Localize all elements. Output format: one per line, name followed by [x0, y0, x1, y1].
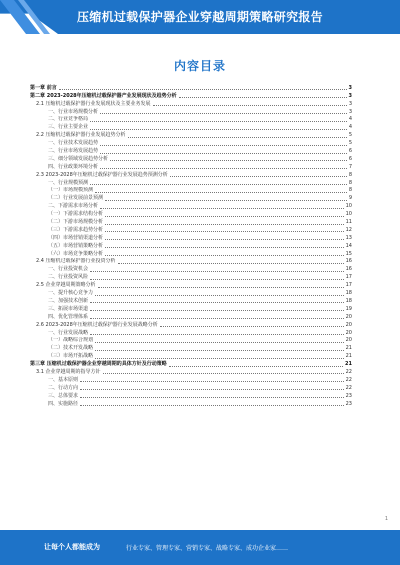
toc-leader-dots — [128, 136, 347, 138]
toc-leader-dots — [170, 175, 347, 177]
toc-leader-dots — [105, 246, 344, 248]
toc-leader-dots — [90, 317, 344, 319]
toc-entry-page: 22 — [345, 368, 352, 375]
toc-entry-page: 10 — [345, 203, 352, 210]
toc-leader-dots — [95, 341, 344, 343]
toc-entry[interactable] — [30, 305, 352, 313]
toc-entry-page: 8 — [348, 187, 352, 194]
toc-leader-dots — [90, 278, 344, 280]
toc-entry-label: 一、行业投资机会 — [48, 266, 89, 273]
toc-entry-label: （六）市场竞争策略分析 — [48, 250, 104, 257]
toc-entry[interactable] — [30, 281, 352, 289]
toc-entry-page: 3 — [348, 92, 352, 99]
toc-entry-page: 9 — [348, 195, 352, 202]
toc-entry-label: 一、行业发展战略 — [48, 329, 89, 336]
toc-leader-dots — [100, 152, 347, 154]
toc-entry-page: 20 — [345, 329, 352, 336]
toc-entry[interactable] — [30, 265, 352, 273]
toc-leader-dots — [90, 120, 347, 122]
toc-entry[interactable] — [30, 392, 352, 400]
toc-entry[interactable] — [30, 360, 352, 368]
toc-entry-page: 11 — [345, 219, 352, 226]
toc-leader-dots — [105, 199, 347, 201]
toc-entry-page: 4 — [348, 116, 352, 123]
toc-entry-page: 16 — [345, 258, 352, 265]
toc-entry-page: 20 — [345, 313, 352, 320]
toc-entry[interactable] — [30, 210, 352, 218]
toc-entry-page: 3 — [348, 100, 352, 107]
toc-leader-dots — [105, 254, 344, 256]
toc-leader-dots — [105, 215, 344, 217]
toc-entry-page: 17 — [345, 282, 352, 289]
toc-entry-page: 21 — [345, 345, 352, 352]
toc-entry[interactable] — [30, 108, 352, 116]
toc-leader-dots — [100, 167, 347, 169]
toc-entry[interactable] — [30, 242, 352, 250]
toc-leader-dots — [179, 96, 347, 98]
table-of-contents — [30, 84, 352, 408]
toc-leader-dots — [103, 372, 344, 374]
toc-entry[interactable] — [30, 218, 352, 226]
toc-leader-dots — [90, 333, 344, 335]
toc-entry-label: 2.3 2023-2028年压缩机过载保护器行业发展趋势预测分析 — [36, 171, 168, 178]
toc-entry-page: 14 — [345, 242, 352, 249]
toc-leader-dots — [80, 380, 344, 382]
toc-entry-page: 5 — [348, 132, 352, 139]
page-number: 1 — [384, 516, 388, 522]
toc-entry[interactable] — [30, 384, 352, 392]
toc-entry-page: 20 — [345, 337, 352, 344]
toc-entry-label: 2.2 压缩机过载保护器行业发展趋势分析 — [36, 132, 126, 139]
toc-leader-dots — [95, 191, 347, 193]
toc-leader-dots — [90, 309, 344, 311]
toc-entry[interactable] — [30, 179, 352, 187]
toc-entry-label: （一）下游需求结构分析 — [48, 211, 104, 218]
toc-entry-page: 16 — [345, 266, 352, 273]
toc-entry[interactable] — [30, 400, 352, 408]
toc-entry-page: 18 — [345, 290, 352, 297]
toc-leader-dots — [105, 238, 344, 240]
toc-entry[interactable] — [30, 329, 352, 337]
toc-leader-dots — [90, 270, 344, 272]
toc-entry-page: 23 — [345, 400, 352, 407]
toc-leader-dots — [80, 388, 344, 390]
toc-entry-label: 四、实施路径 — [48, 400, 79, 407]
toc-entry[interactable] — [30, 155, 352, 163]
toc-entry-label: （三）市场开拓战略 — [48, 353, 94, 360]
toc-entry[interactable] — [30, 171, 352, 179]
toc-entry-label: 三、行业主要企业 — [48, 124, 89, 131]
toc-leader-dots — [100, 144, 347, 146]
toc-entry-label: 2.6 2023-2028年压缩机过载保护器行业发展战略分析 — [36, 321, 158, 328]
toc-entry-label: 第二章 2023-2028年压缩机过载保护器产业发展现状及趋势分析 — [30, 92, 177, 99]
toc-entry[interactable] — [30, 297, 352, 305]
toc-entry-page: 6 — [348, 155, 352, 162]
toc-entry-page: 5 — [348, 140, 352, 147]
toc-leader-dots — [98, 286, 344, 288]
toc-entry[interactable] — [30, 337, 352, 345]
toc-entry-label: 一、行业规模预测 — [48, 179, 89, 186]
toc-entry-page: 15 — [345, 250, 352, 257]
toc-entry-label: 2.1 压缩机过载保护器行业发展现状及主要业务发展 — [36, 100, 151, 107]
toc-entry[interactable] — [30, 163, 352, 171]
toc-leader-dots — [110, 159, 347, 161]
toc-entry-label: 三、细分领域发展趋势分析 — [48, 155, 109, 162]
toc-entry-label: 四、行业政策环境分析 — [48, 163, 99, 170]
footer-subtext: 行业专家、管理专家、营销专家、战略专家、成功企业家…… — [126, 545, 289, 552]
toc-entry-page: 21 — [345, 353, 352, 360]
toc-leader-dots — [95, 349, 344, 351]
toc-entry[interactable] — [30, 194, 352, 202]
footer-slogan: 让每个人都能成为 — [44, 543, 100, 551]
toc-entry-label: 三、拓展市场渠道 — [48, 305, 89, 312]
toc-entry-label: 二、下游需求市场分析 — [48, 203, 99, 210]
toc-entry-label: 二、行动方向 — [48, 384, 79, 391]
toc-leader-dots — [105, 223, 344, 225]
toc-entry-page: 22 — [345, 376, 352, 383]
toc-leader-dots — [95, 294, 344, 296]
toc-entry-label: （二）行业发展前景预测 — [48, 195, 104, 202]
toc-entry-label: （四）市场营销渠道分析 — [48, 234, 104, 241]
toc-entry-label: （二）技术开发战略 — [48, 345, 94, 352]
toc-leader-dots — [105, 230, 344, 232]
toc-entry-label: 第三章 压缩机过载保护器企业穿越周期的具体方针及行动策略 — [30, 361, 167, 368]
toc-entry-label: （一）战略综合规划 — [48, 337, 94, 344]
toc-entry-label: 二、加强技术创新 — [48, 297, 89, 304]
toc-entry[interactable] — [30, 313, 352, 321]
toc-leader-dots — [90, 183, 347, 185]
footer-bar — [0, 530, 400, 565]
toc-entry-page: 7 — [348, 163, 352, 170]
toc-entry-label: 三、总体要求 — [48, 392, 79, 399]
toc-entry-page: 22 — [345, 384, 352, 391]
toc-leader-dots — [118, 262, 344, 264]
report-title: 压缩机过载保护器企业穿越周期策略研究报告 — [76, 10, 323, 24]
toc-leader-dots — [80, 404, 344, 406]
toc-entry-page: 23 — [345, 392, 352, 399]
toc-entry[interactable] — [30, 226, 352, 234]
toc-entry[interactable] — [30, 289, 352, 297]
toc-leader-dots — [59, 88, 347, 90]
toc-entry[interactable] — [30, 273, 352, 281]
toc-entry[interactable] — [30, 92, 352, 100]
toc-entry[interactable] — [30, 100, 352, 108]
toc-entry[interactable] — [30, 147, 352, 155]
toc-entry-page: 3 — [348, 84, 352, 91]
toc-leader-dots — [90, 128, 347, 130]
toc-entry-label: 2.4 压缩机过载保护器行业投资分析 — [36, 258, 116, 265]
toc-entry-label: 3.1 企业穿越周期的指导方针 — [36, 368, 101, 375]
toc-entry-page: 12 — [345, 226, 352, 233]
toc-entry-page: 17 — [345, 274, 352, 281]
toc-entry[interactable] — [30, 321, 352, 329]
toc-entry-label: 一、行业技术发展趋势 — [48, 140, 99, 147]
toc-leader-dots — [90, 301, 344, 303]
toc-entry-page: 6 — [348, 148, 352, 155]
toc-entry[interactable] — [30, 352, 352, 360]
toc-leader-dots — [169, 365, 343, 367]
toc-entry[interactable] — [30, 250, 352, 258]
toc-entry-label: 一、提升核心竞争力 — [48, 290, 94, 297]
toc-entry-page: 21 — [345, 361, 352, 368]
toc-entry[interactable] — [30, 116, 352, 124]
toc-leader-dots — [160, 325, 344, 327]
toc-leader-dots — [100, 112, 347, 114]
toc-entry[interactable] — [30, 258, 352, 266]
toc-entry[interactable] — [30, 139, 352, 147]
toc-entry-page: 10 — [345, 211, 352, 218]
toc-entry-page: 18 — [345, 297, 352, 304]
toc-leader-dots — [80, 396, 344, 398]
toc-entry[interactable] — [30, 202, 352, 210]
toc-heading: 内容目录 — [173, 59, 226, 73]
toc-entry-page: 4 — [348, 124, 352, 131]
toc-entry-page: 3 — [348, 108, 352, 115]
toc-entry-page: 20 — [345, 321, 352, 328]
toc-entry-label: 第一章 前言 — [30, 84, 57, 91]
toc-entry-label: 二、行业竞争格局 — [48, 116, 89, 123]
toc-entry-page: 8 — [348, 179, 352, 186]
toc-entry-label: （二）下游市场规模分析 — [48, 219, 104, 226]
toc-entry-label: （五）市场营销策略分析 — [48, 242, 104, 249]
toc-entry[interactable] — [30, 376, 352, 384]
toc-entry[interactable] — [30, 234, 352, 242]
toc-entry-label: 一、行业市场规模分析 — [48, 108, 99, 115]
toc-entry[interactable] — [30, 368, 352, 376]
toc-entry[interactable] — [30, 344, 352, 352]
toc-entry-label: 四、优化管理体系 — [48, 313, 89, 320]
toc-entry-label: 2.5 企业穿越周期策略分析 — [36, 282, 96, 289]
toc-entry-label: （三）下游需求趋势分析 — [48, 226, 104, 233]
toc-entry-page: 8 — [348, 171, 352, 178]
toc-entry[interactable] — [30, 123, 352, 131]
toc-entry-label: 二、行业投资风险 — [48, 274, 89, 281]
toc-leader-dots — [153, 104, 347, 106]
toc-entry-label: 二、行业市场发展趋势 — [48, 148, 99, 155]
toc-leader-dots — [95, 357, 344, 359]
toc-entry-page: 13 — [345, 234, 352, 241]
toc-entry[interactable] — [30, 131, 352, 139]
toc-entry[interactable] — [30, 187, 352, 195]
toc-entry-label: （一）市场规模预测 — [48, 187, 94, 194]
toc-entry-page: 19 — [345, 305, 352, 312]
toc-entry[interactable] — [30, 84, 352, 92]
toc-entry-label: 一、基本原则 — [48, 376, 79, 383]
toc-leader-dots — [100, 207, 344, 209]
